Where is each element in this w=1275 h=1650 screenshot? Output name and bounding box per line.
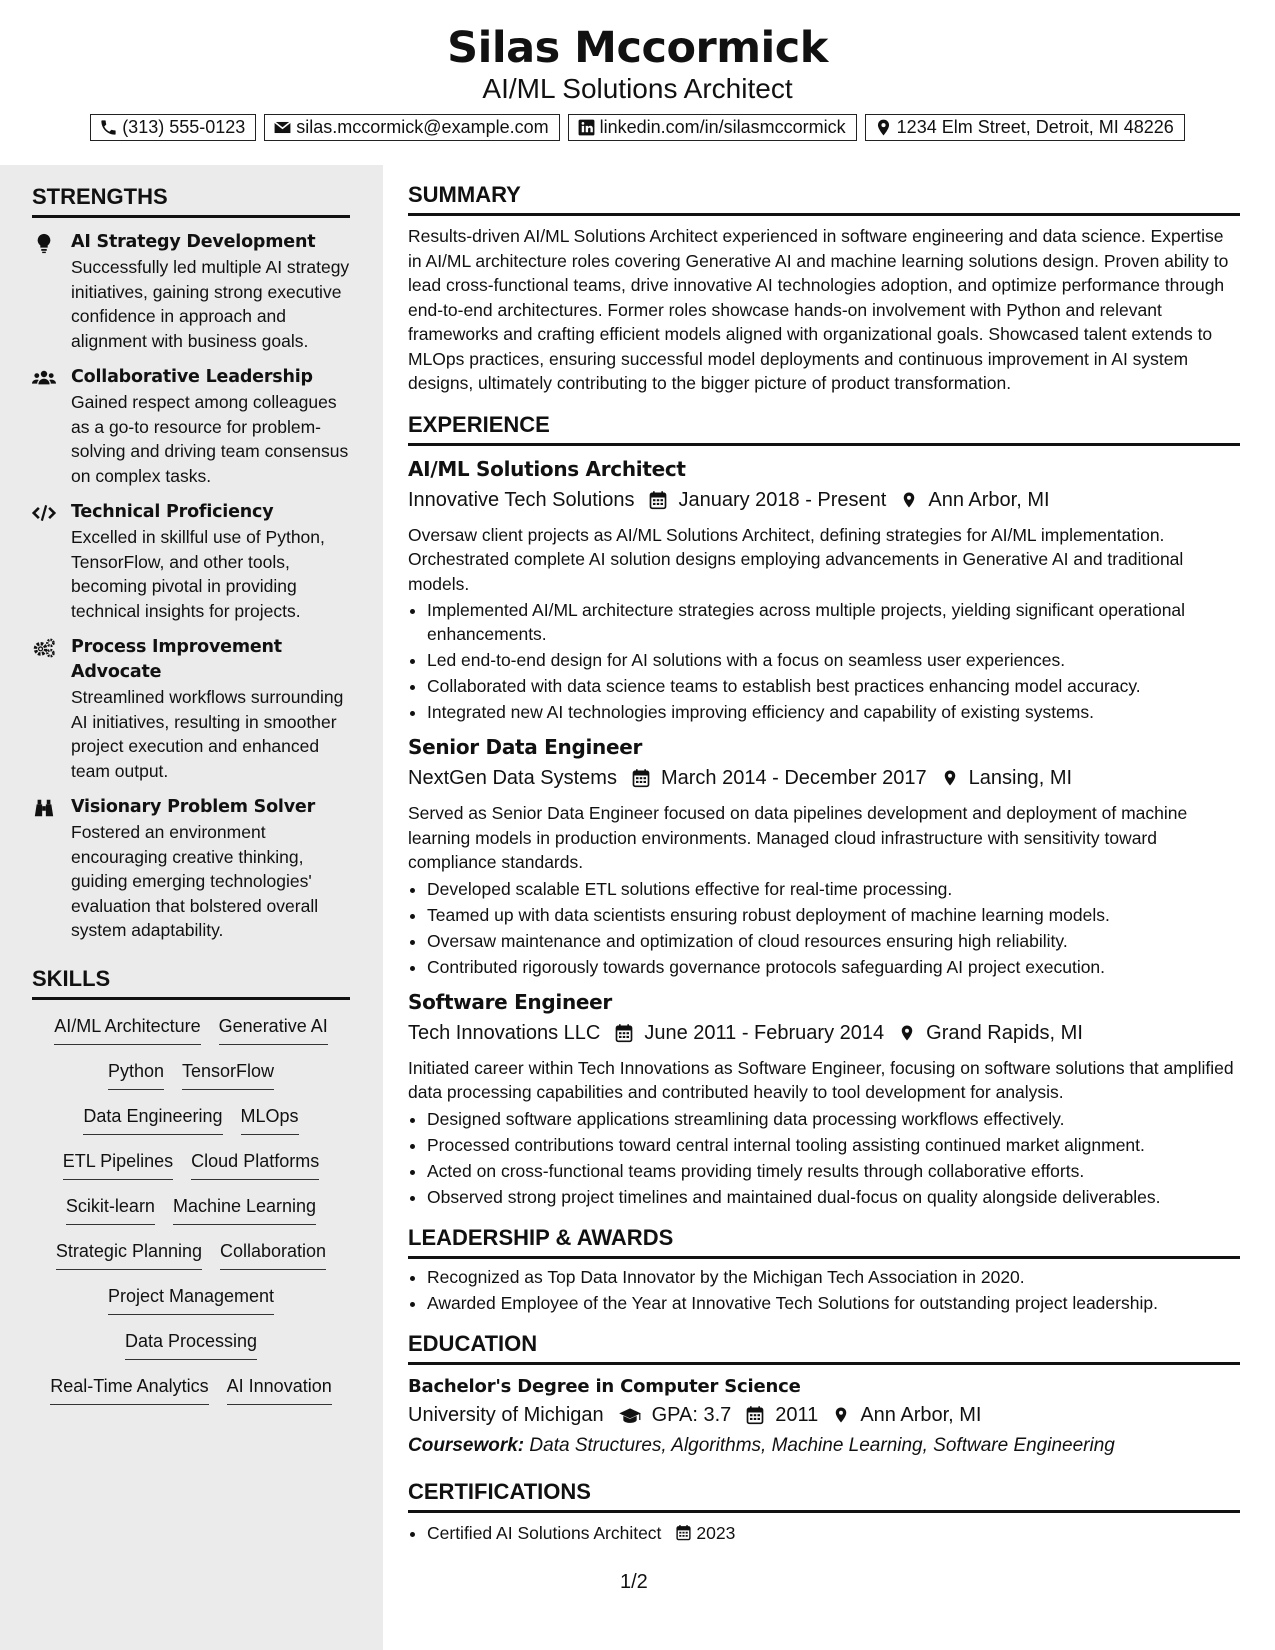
skills-row	[32, 1193, 350, 1225]
job-title: AI/ML Solutions Architect	[408, 456, 686, 481]
list-item: • Recognized as Top Data Innovator by the Michigan Tech Association in 2020.	[427, 1265, 1240, 1289]
education-meta	[408, 1400, 1240, 1430]
strength-desc: Excelled in skillful use of Python, TensorFlow, and other tools, becoming pivotal in providing technical insights for projects.	[71, 527, 325, 621]
skill-tag: Generative AI	[219, 1013, 328, 1045]
job-bullets	[408, 598, 1240, 724]
address-text: 1234 Elm Street, Detroit, MI 48226	[896, 117, 1174, 137]
skills-row	[32, 1148, 350, 1180]
skill-tag: Scikit-learn	[66, 1193, 155, 1225]
list-item: • Integrated new AI technologies improving efficiency and capability of existing systems.	[427, 700, 1240, 724]
summary-section	[408, 181, 1240, 396]
list-item: • Led end-to-end design for AI solutions with a focus on seamless user experiences.	[427, 648, 1240, 672]
strengths-heading: STRENGTHS	[32, 183, 350, 218]
job-description: Oversaw client projects as AI/ML Solutions Architect, defining strategies for AI/ML implementation. Orchestrated complete AI solution designs employing advancements in Generative AI and traditional models.	[408, 524, 1184, 594]
phone-icon	[99, 118, 118, 137]
job-title: Senior Data Engineer	[408, 735, 643, 759]
skill-tag: ETL Pipelines	[63, 1148, 173, 1180]
list-item: • Designed software applications streamlining data processing workflows effectively.	[427, 1107, 1240, 1131]
skill-tag: Project Management	[108, 1283, 274, 1315]
skill-tag: Collaboration	[220, 1238, 326, 1270]
graduation-year: 2011	[775, 1403, 819, 1426]
calendar-icon	[745, 1405, 765, 1425]
job-entry	[408, 455, 1240, 725]
job-dates: March 2014 - December 2017	[660, 767, 927, 789]
strength-title: Collaborative Leadership	[71, 367, 313, 387]
school-location: Ann Arbor, MI	[860, 1403, 982, 1426]
coursework-label: Coursework:	[408, 1434, 525, 1456]
strength-item	[32, 635, 350, 783]
coursework	[408, 1432, 1240, 1460]
strength-title: Visionary Problem Solver	[71, 797, 316, 817]
job-meta	[408, 485, 1240, 515]
contact-phone[interactable]	[90, 114, 256, 141]
binoculars-icon	[32, 797, 56, 819]
list-item: • Implemented AI/ML architecture strategies across multiple projects, yielding significant operational enhancements.	[427, 598, 1240, 646]
calendar-icon	[631, 768, 651, 788]
job-meta	[408, 1018, 1240, 1048]
strength-title: Technical Proficiency	[71, 502, 274, 522]
job-location: Grand Rapids, MI	[926, 1021, 1083, 1044]
list-item: • Developed scalable ETL solutions effective for real-time processing.	[427, 877, 1240, 901]
skill-tag: Strategic Planning	[56, 1238, 202, 1270]
skills-row	[32, 1013, 350, 1045]
map-pin-icon	[874, 118, 893, 137]
job-company: NextGen Data Systems	[408, 767, 617, 789]
gpa: GPA: 3.7	[651, 1403, 732, 1426]
linkedin-text: linkedin.com/in/silasmccormick	[599, 117, 846, 137]
list-item	[427, 1521, 1240, 1545]
leadership-heading: LEADERSHIP & AWARDS	[408, 1224, 1240, 1259]
skills-row	[32, 1238, 350, 1270]
skill-tag: MLOps	[241, 1103, 299, 1135]
skills-row	[32, 1373, 350, 1405]
gears-icon	[32, 637, 56, 659]
strength-item	[32, 500, 350, 623]
list-item: • Acted on cross-functional teams providing timely results through collaborative efforts.	[427, 1159, 1240, 1183]
map-pin-icon	[898, 1023, 916, 1043]
skill-tag: Python	[108, 1058, 164, 1090]
email-text: silas.mccormick@example.com	[296, 117, 549, 137]
coursework-list: Data Structures, Algorithms, Machine Learning, Software Engineering	[529, 1434, 1115, 1456]
contact-email[interactable]	[264, 114, 559, 141]
main-column	[408, 165, 1240, 1545]
skills-heading: SKILLS	[32, 965, 350, 1000]
job-description: Initiated career within Tech Innovations as Software Engineer, focusing on software solutions that amplified data processing capabilities and contributed heavily to tool development for analysis.	[408, 1057, 1234, 1102]
lightbulb-icon	[32, 232, 56, 254]
certifications-heading: CERTIFICATIONS	[408, 1478, 1240, 1513]
list-item: • Collaborated with data science teams to establish best practices enhancing model accuracy.	[427, 674, 1240, 698]
skill-tag: TensorFlow	[182, 1058, 274, 1090]
resume-header	[0, 0, 1275, 165]
school-name: University of Michigan	[408, 1403, 604, 1426]
graduation-cap-icon	[618, 1405, 642, 1425]
job-title: Software Engineer	[408, 989, 612, 1014]
skill-tag: AI/ML Architecture	[54, 1013, 200, 1045]
leadership-bullets	[408, 1265, 1240, 1315]
strength-title: AI Strategy Development	[71, 232, 316, 252]
job-bullets	[408, 877, 1240, 979]
contact-linkedin[interactable]	[568, 114, 857, 141]
skill-tag: Data Engineering	[83, 1103, 222, 1135]
strength-item	[32, 230, 350, 353]
strength-desc: Successfully led multiple AI strategy initiatives, gaining strong executive confidence in approach and alignment with business goals.	[71, 257, 350, 351]
skills-row	[32, 1283, 350, 1315]
strength-desc: Gained respect among colleagues as a go-to resource for problem-solving and driving team consensus on complex tasks.	[71, 392, 349, 486]
page-number: 1/2	[620, 1571, 648, 1593]
degree-title: Bachelor's Degree in Computer Science	[408, 1375, 801, 1397]
skill-tag: Real-Time Analytics	[50, 1373, 208, 1405]
list-item: • Observed strong project timelines and maintained dual-focus on quality alongside deliverables.	[427, 1185, 1240, 1209]
calendar-icon	[675, 1524, 692, 1541]
summary-text: Results-driven AI/ML Solutions Architect experienced in software engineering and data science. Expertise in AI/ML architecture roles covering Generative AI and machine learning solutions design. Proven ability to lead cross-functional teams, drive innovative AI technologies adoption, and optimize performance through end-to-end architectures. Former roles showcase hands-on involvement with Python and relevant frameworks and crafting efficient models aligned with organizational goals. Showcased talent extends to MLOps practices, ensuring successful model deployments and continuous improvement in AI system designs, ultimately contributing to the bigger picture of product transformation.	[408, 226, 1229, 393]
skills-row	[32, 1328, 350, 1360]
cert-year: 2023	[696, 1522, 736, 1543]
job-bullets	[408, 1107, 1240, 1209]
skill-tag: AI Innovation	[227, 1373, 332, 1405]
education-section	[408, 1330, 1240, 1460]
certifications-list	[408, 1521, 1240, 1545]
job-dates: January 2018 - Present	[678, 488, 887, 511]
job-location: Lansing, MI	[968, 767, 1073, 789]
phone-text: (313) 555-0123	[122, 117, 246, 137]
list-item: • Contributed rigorously towards governance protocols safeguarding AI project execution.	[427, 955, 1240, 979]
list-item: • Oversaw maintenance and optimization of cloud resources ensuring high reliability.	[427, 929, 1240, 953]
skill-tag: Machine Learning	[173, 1193, 316, 1225]
strength-title: Process Improvement Advocate	[71, 637, 282, 682]
strength-desc: Streamlined workflows surrounding AI initiatives, resulting in smoother project execution and enhanced team output.	[71, 687, 344, 781]
education-heading: EDUCATION	[408, 1330, 1240, 1365]
candidate-title: AI/ML Solutions Architect	[482, 73, 793, 104]
code-icon	[32, 502, 56, 524]
job-location: Ann Arbor, MI	[928, 488, 1050, 511]
cert-name: • Certified AI Solutions Architect	[427, 1522, 662, 1543]
users-icon	[32, 367, 56, 389]
job-company: Tech Innovations LLC	[408, 1021, 601, 1044]
calendar-icon	[648, 490, 668, 510]
job-dates: June 2011 - February 2014	[644, 1021, 885, 1044]
sidebar	[0, 165, 383, 1650]
job-entry	[408, 988, 1240, 1209]
envelope-icon	[273, 118, 292, 137]
list-item: • Teamed up with data scientists ensuring robust deployment of machine learning models.	[427, 903, 1240, 927]
experience-section	[408, 411, 1240, 1209]
list-item: • Awarded Employee of the Year at Innovative Tech Solutions for outstanding project leadership.	[427, 1291, 1240, 1315]
job-description: Served as Senior Data Engineer focused on data pipelines development and deployment of machine learning models in production environments. Managed cloud infrastructure with sensitivity toward compliance standards.	[408, 803, 1188, 872]
skills-list	[32, 1013, 350, 1405]
strength-desc: Fostered an environment encouraging creative thinking, guiding emerging technologies' evaluation that bolstered overall system adaptability.	[71, 822, 319, 940]
contact-bar	[0, 114, 1275, 141]
job-meta	[408, 763, 1240, 793]
skills-row	[32, 1058, 350, 1090]
strength-item	[32, 795, 350, 943]
map-pin-icon	[900, 490, 918, 510]
strength-item	[32, 365, 350, 488]
skill-tag: Cloud Platforms	[191, 1148, 319, 1180]
certifications-section	[408, 1478, 1240, 1545]
map-pin-icon	[941, 768, 959, 788]
linkedin-icon	[577, 118, 596, 137]
list-item: • Processed contributions toward central internal tooling assisting continued market alignment.	[427, 1133, 1240, 1157]
calendar-icon	[614, 1023, 634, 1043]
job-company: Innovative Tech Solutions	[408, 488, 635, 511]
leadership-section	[408, 1224, 1240, 1315]
candidate-name: Silas Mccormick	[447, 23, 828, 73]
skill-tag: Data Processing	[125, 1328, 257, 1360]
summary-heading: SUMMARY	[408, 181, 1240, 216]
job-entry	[408, 733, 1240, 979]
map-pin-icon	[832, 1405, 850, 1425]
contact-address[interactable]	[865, 114, 1185, 141]
skills-row	[32, 1103, 350, 1135]
experience-heading: EXPERIENCE	[408, 411, 1240, 446]
